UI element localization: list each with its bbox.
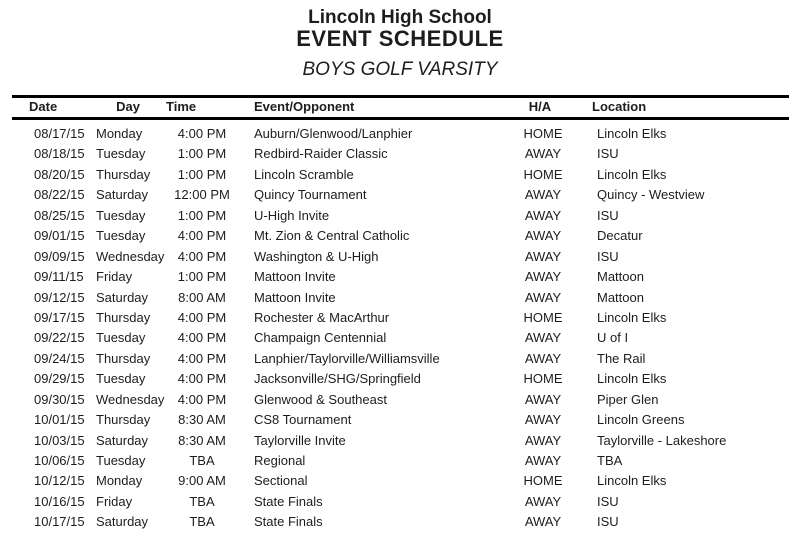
location-cell: Piper Glen [597, 391, 659, 407]
location-cell: Lincoln Elks [597, 309, 667, 325]
event-cell: Jacksonville/SHG/Springfield [254, 371, 421, 387]
location-cell: Taylorville - Lakeshore [597, 432, 727, 448]
date-cell: 10/12/15 [34, 473, 85, 489]
date-cell: 10/16/15 [34, 493, 85, 509]
date-cell: 08/22/15 [34, 187, 85, 203]
event-cell: Redbird-Raider Classic [254, 146, 388, 162]
column-header-location: Location [592, 99, 647, 114]
home-away-cell: AWAY [524, 330, 562, 346]
home-away-cell: AWAY [524, 432, 562, 448]
date-cell: 10/01/15 [34, 412, 85, 428]
location-cell: Decatur [597, 228, 643, 244]
page-title: EVENT SCHEDULE [296, 26, 504, 51]
time-cell: 8:00 AM [178, 289, 226, 305]
table-row [0, 349, 800, 369]
date-cell: 09/22/15 [34, 330, 85, 346]
event-cell: CS8 Tournament [254, 412, 352, 428]
day-cell: Tuesday [96, 207, 146, 223]
date-cell: 09/24/15 [34, 350, 85, 366]
location-cell: Lincoln Elks [597, 371, 667, 387]
date-cell: 09/12/15 [34, 289, 85, 305]
time-cell: TBA [189, 453, 215, 468]
table-body [0, 124, 800, 533]
event-cell: Mattoon Invite [254, 269, 336, 285]
column-header-home-away: H/A [528, 99, 552, 114]
home-away-cell: HOME [523, 166, 563, 182]
home-away-cell: AWAY [524, 412, 562, 428]
home-away-cell: AWAY [524, 269, 562, 285]
day-cell: Thursday [96, 166, 151, 182]
location-cell: Lincoln Elks [597, 126, 667, 141]
time-cell: 4:00 PM [177, 126, 227, 141]
home-away-cell: AWAY [524, 493, 562, 509]
table-row [0, 410, 800, 430]
day-cell: Friday [96, 269, 133, 285]
date-cell: 10/17/15 [34, 514, 85, 530]
location-cell: ISU [597, 207, 619, 223]
home-away-cell: AWAY [524, 289, 562, 305]
time-cell: TBA [189, 493, 215, 509]
event-cell: Washington & U-High [254, 248, 379, 264]
home-away-cell: AWAY [524, 391, 562, 407]
day-cell: Friday [96, 493, 133, 509]
location-cell: ISU [597, 248, 619, 264]
location-cell: ISU [597, 514, 619, 530]
location-cell: U of I [597, 330, 629, 346]
date-cell: 09/17/15 [34, 309, 85, 325]
home-away-cell: AWAY [524, 514, 562, 530]
time-cell: 1:00 PM [177, 207, 227, 223]
date-cell: 09/11/15 [34, 269, 84, 285]
column-header-time: Time [166, 99, 197, 114]
day-cell: Wednesday [96, 391, 165, 407]
event-cell: State Finals [254, 493, 323, 509]
column-header-day: Day [116, 99, 140, 114]
table-row [0, 288, 800, 308]
event-cell: Lanphier/Taylorville/Williamsville [254, 350, 440, 366]
event-cell: Regional [254, 453, 306, 468]
table-row [0, 165, 800, 185]
date-cell: 09/01/15 [34, 228, 85, 244]
time-cell: 1:00 PM [177, 269, 227, 285]
table-row [0, 328, 800, 348]
day-cell: Monday [96, 473, 143, 489]
table-row [0, 144, 800, 164]
event-cell: State Finals [254, 514, 323, 530]
table-row [0, 226, 800, 246]
table-header-row [0, 97, 800, 117]
home-away-cell: HOME [523, 371, 563, 387]
day-cell: Thursday [96, 309, 151, 325]
table-row [0, 451, 800, 471]
time-cell: TBA [189, 514, 215, 530]
time-cell: 9:00 AM [178, 473, 226, 489]
event-cell: Lincoln Scramble [254, 166, 354, 182]
event-cell: Mt. Zion & Central Catholic [254, 228, 410, 244]
event-cell: Champaign Centennial [254, 330, 387, 346]
location-cell: Quincy - Westview [597, 187, 705, 203]
day-cell: Saturday [96, 514, 149, 530]
location-cell: ISU [597, 146, 619, 162]
school-name: Lincoln High School [308, 7, 492, 28]
table-row [0, 247, 800, 267]
table-row [0, 185, 800, 205]
date-cell: 10/06/15 [34, 453, 85, 468]
time-cell: 1:00 PM [177, 166, 227, 182]
day-cell: Saturday [96, 432, 149, 448]
time-cell: 4:00 PM [177, 330, 227, 346]
time-cell: 1:00 PM [177, 146, 227, 162]
day-cell: Tuesday [96, 453, 146, 468]
event-cell: Mattoon Invite [254, 289, 336, 305]
time-cell: 8:30 AM [178, 432, 226, 448]
day-cell: Tuesday [96, 330, 146, 346]
event-cell: Rochester & MacArthur [254, 309, 390, 325]
date-cell: 09/30/15 [34, 391, 85, 407]
location-cell: Lincoln Elks [597, 473, 667, 489]
table-row [0, 369, 800, 389]
event-cell: Auburn/Glenwood/Lanphier [254, 126, 413, 141]
table-row [0, 206, 800, 226]
time-cell: 4:00 PM [177, 309, 227, 325]
table-row [0, 267, 800, 287]
table-header-rule [12, 117, 789, 120]
location-cell: ISU [597, 493, 619, 509]
home-away-cell: AWAY [524, 146, 562, 162]
day-cell: Monday [96, 126, 143, 141]
time-cell: 4:00 PM [177, 371, 227, 387]
column-header-date: Date [29, 99, 58, 114]
home-away-cell: AWAY [524, 350, 562, 366]
home-away-cell: AWAY [524, 187, 562, 203]
date-cell: 09/09/15 [34, 248, 85, 264]
event-cell: Quincy Tournament [254, 187, 367, 203]
home-away-cell: AWAY [524, 248, 562, 264]
table-row [0, 390, 800, 410]
table-row [0, 308, 800, 328]
location-cell: Lincoln Elks [597, 166, 667, 182]
date-cell: 08/25/15 [34, 207, 85, 223]
time-cell: 8:30 AM [178, 412, 226, 428]
home-away-cell: HOME [523, 126, 563, 141]
day-cell: Saturday [96, 289, 149, 305]
day-cell: Thursday [96, 412, 151, 428]
team-subtitle: BOYS GOLF VARSITY [302, 59, 498, 80]
time-cell: 4:00 PM [177, 350, 227, 366]
time-cell: 12:00 PM [174, 187, 230, 203]
date-cell: 10/03/15 [34, 432, 85, 448]
date-cell: 08/18/15 [34, 146, 85, 162]
home-away-cell: AWAY [524, 453, 562, 468]
home-away-cell: AWAY [524, 207, 562, 223]
home-away-cell: AWAY [524, 228, 562, 244]
date-cell: 08/17/15 [34, 126, 85, 141]
day-cell: Tuesday [96, 146, 146, 162]
day-cell: Tuesday [96, 371, 146, 387]
table-row [0, 431, 800, 451]
location-cell: Lincoln Greens [597, 412, 685, 428]
time-cell: 4:00 PM [177, 248, 227, 264]
home-away-cell: HOME [523, 309, 563, 325]
table-row [0, 471, 800, 491]
date-cell: 08/20/15 [34, 166, 85, 182]
day-cell: Thursday [96, 350, 151, 366]
table-row [0, 124, 800, 144]
location-cell: Mattoon [597, 289, 644, 305]
table-row [0, 512, 800, 532]
column-header-event: Event/Opponent [254, 99, 355, 114]
time-cell: 4:00 PM [177, 228, 227, 244]
day-cell: Tuesday [96, 228, 146, 244]
table-row [0, 492, 800, 512]
day-cell: Saturday [96, 187, 149, 203]
location-cell: Mattoon [597, 269, 644, 285]
event-cell: Sectional [254, 473, 308, 489]
event-cell: U-High Invite [254, 207, 330, 223]
location-cell: TBA [597, 453, 623, 468]
day-cell: Wednesday [96, 248, 165, 264]
event-cell: Taylorville Invite [254, 432, 346, 448]
location-cell: The Rail [597, 350, 646, 366]
home-away-cell: HOME [523, 473, 563, 489]
time-cell: 4:00 PM [177, 391, 227, 407]
event-cell: Glenwood & Southeast [254, 391, 387, 407]
date-cell: 09/29/15 [34, 371, 85, 387]
